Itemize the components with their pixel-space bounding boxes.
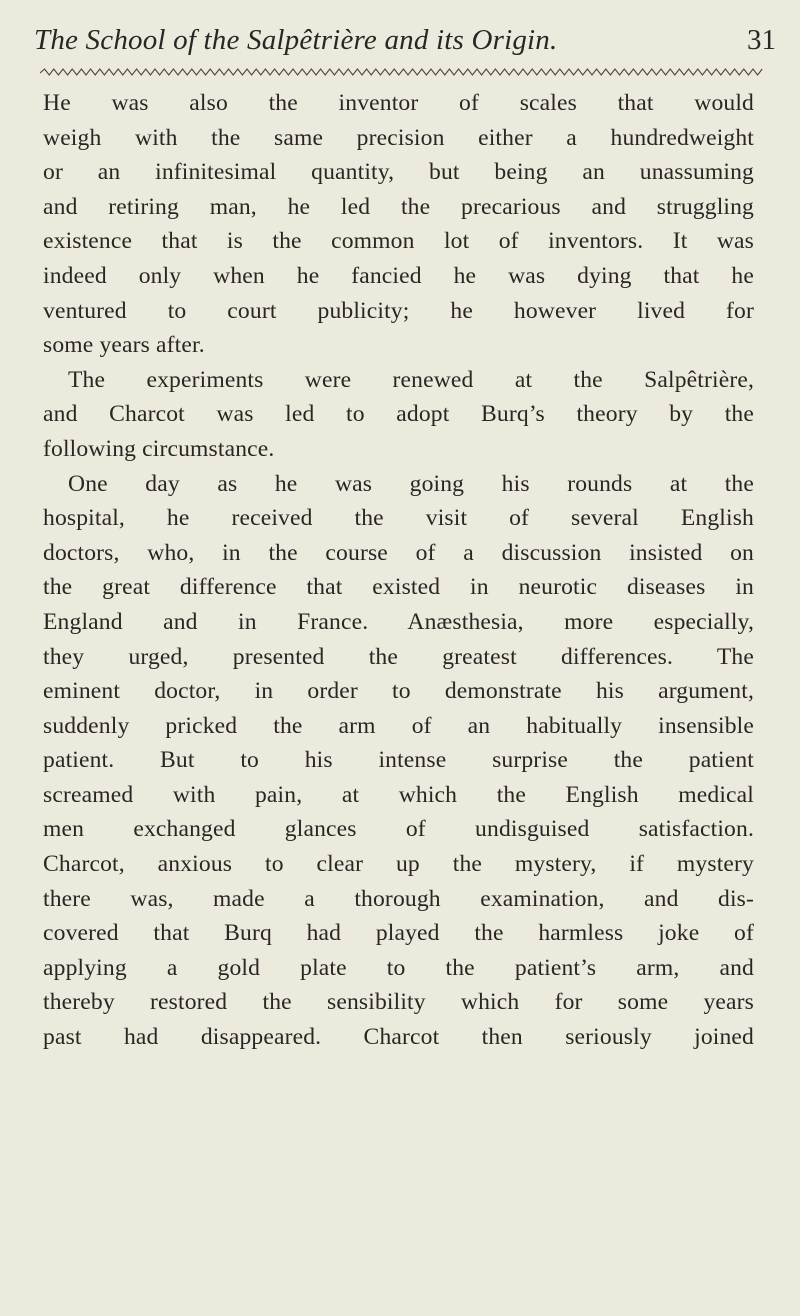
text-line: He was also the inventor of scales that would [43, 90, 754, 116]
text-line: hospital, he received the visit of several English [43, 505, 754, 532]
text-line: One day as he was going his rounds at the [68, 470, 754, 497]
text-line: ventured to court publicity; he however lived for [43, 297, 754, 324]
running-title: The School of the Salpêtrière and its Origin. [34, 24, 558, 56]
text-line: The experiments were renewed at the Salpêtrière, [68, 366, 754, 393]
text-line: covered that Burq had played the harmless joke of [43, 920, 754, 947]
text-line: some years after. [43, 332, 205, 359]
wavy-rule-ornament [40, 66, 764, 78]
text-line: there was, made a thorough examination, and dis- [43, 885, 754, 912]
text-line: or an infinitesimal quantity, but being an unassuming [43, 159, 754, 186]
text-line: following circumstance. [43, 435, 275, 462]
text-line: men exchanged glances of undisguised satisfaction. [43, 816, 754, 843]
text-line: the great difference that existed in neurotic diseases in [43, 574, 754, 601]
text-line: patient. But to his intense surprise the patient [43, 747, 754, 774]
text-line: eminent doctor, in order to demonstrate his argument, [43, 678, 754, 705]
text-line: England and in France. Anæsthesia, more especially, [43, 608, 754, 635]
text-line: doctors, who, in the course of a discussion insisted on [43, 539, 754, 566]
ornamental-rule [40, 66, 764, 78]
body-text [43, 86, 754, 1055]
text-line: past had disappeared. Charcot then seriously joined [43, 1024, 754, 1051]
text-line: existence that is the common lot of inventors. It was [43, 228, 754, 255]
text-line: applying a gold plate to the patient’s arm, and [43, 954, 754, 981]
text-line: thereby restored the sensibility which for some years [43, 989, 754, 1016]
text-line: and Charcot was led to adopt Burq’s theory by the [43, 401, 754, 428]
text-line: Charcot, anxious to clear up the mystery, if mystery [43, 851, 754, 878]
text-line: they urged, presented the greatest differences. The [43, 643, 754, 670]
text-line: indeed only when he fancied he was dying that he [43, 262, 754, 289]
text-line: weigh with the same precision either a hundredweight [43, 124, 754, 151]
text-line: and retiring man, he led the precarious and struggling [43, 193, 754, 220]
text-line: screamed with pain, at which the English medical [43, 781, 754, 808]
running-head [34, 24, 776, 64]
text-line: suddenly pricked the arm of an habitually insensible [43, 712, 754, 739]
page-number: 31 [747, 24, 776, 56]
